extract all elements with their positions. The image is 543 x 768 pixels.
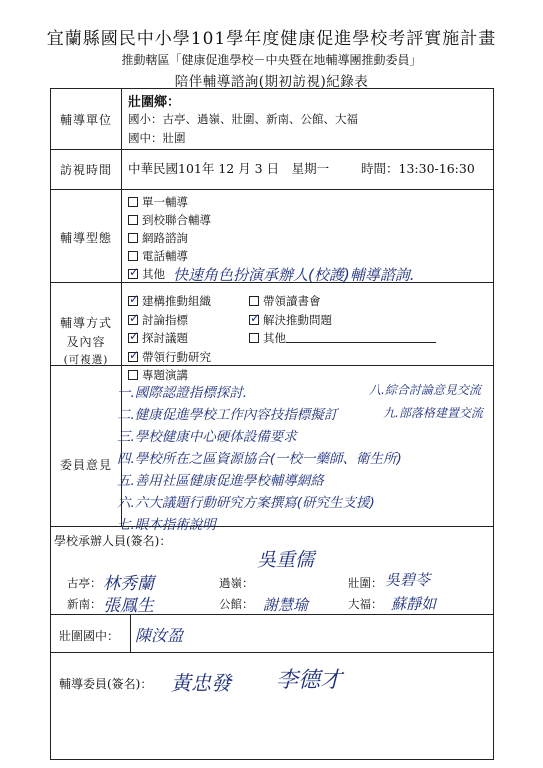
document-subtitle: 推動轄區「健康促進學校－中央暨在地輔導團推動委員」 [121, 53, 422, 67]
signature-xinnan: 張鳳生 [103, 596, 154, 616]
type-option [128, 248, 188, 264]
method-option [249, 330, 436, 346]
column-divider [130, 614, 131, 652]
method-option-label: 討論指標 [142, 312, 188, 327]
empty-checkbox[interactable] [249, 333, 259, 343]
signature-zhuangwei: 吳碧苓 [385, 571, 431, 589]
school-label-guting: 古亭： [67, 576, 102, 590]
signature-junior: 陳汝盈 [135, 626, 184, 645]
opinion-line: 四.學校所在之區資源協合(一校一藥師、衛生所) [117, 451, 402, 467]
checked-checkbox[interactable] [128, 352, 138, 362]
empty-checkbox[interactable] [128, 233, 138, 243]
method-label-2: 及內容 [66, 335, 106, 349]
signature-dafu: 蘇靜如 [391, 595, 437, 613]
school-label-xinnan: 新南： [67, 597, 102, 611]
type-option-label: 其他 [142, 267, 165, 281]
document-title: 宜蘭縣國民中小學101學年度健康促進學校考評實施計畫 [46, 29, 497, 49]
signature-guting: 林秀蘭 [103, 574, 154, 594]
signature-label: 學校承辦人員(簽名)： [54, 534, 172, 548]
method-label-3: (可複選) [63, 354, 109, 366]
opinion-label: 委員意見 [59, 458, 112, 472]
type-option [128, 194, 188, 210]
method-option-label: 解決推動問題 [263, 312, 332, 327]
junior-list: 國中：壯圍 [128, 131, 186, 145]
committee-signature: 黃忠發 [171, 671, 231, 695]
township-name: 壯圍鄉： [128, 95, 181, 110]
type-option-label: 單一輔導 [142, 195, 188, 209]
row-divider [51, 189, 493, 190]
row-divider [51, 652, 493, 653]
committee-signature: 李德才 [276, 668, 343, 693]
checked-checkbox[interactable] [128, 296, 138, 306]
checked-checkbox[interactable] [249, 315, 259, 325]
type-option-label: 到校聯合輔導 [142, 213, 211, 227]
visit-label: 訪視時間 [59, 163, 112, 177]
junior-sign-label: 壯圍國中： [59, 629, 120, 643]
school-label-zhuangwei: 壯圍： [348, 576, 383, 590]
method-option-label: 帶領讀書會 [263, 294, 321, 308]
checked-checkbox[interactable] [128, 269, 138, 279]
type-option [128, 230, 188, 246]
type-other-note: 快速角色扮演承辦人(校護)輔導諮詢. [173, 266, 415, 284]
committee-sign-label: 輔導委員(簽名)： [59, 677, 153, 691]
empty-checkbox[interactable] [128, 251, 138, 261]
empty-checkbox[interactable] [128, 215, 138, 225]
method-option [128, 293, 211, 309]
opinion-line: 六.六大議題行動研究方案撰寫(研究生支援) [117, 495, 375, 511]
school-label-guoling: 過嶺： [219, 576, 254, 590]
visit-time: 時間：13:30-16:30 [361, 161, 475, 176]
type-option-label: 電話輔導 [142, 249, 188, 263]
type-option [128, 212, 211, 228]
row-divider [51, 149, 493, 150]
method-option-label: 其他 [263, 331, 286, 345]
other-blank-line [286, 332, 436, 343]
method-option-label: 專題演講 [142, 368, 188, 382]
empty-checkbox[interactable] [249, 296, 259, 306]
school-label-dafu: 大福： [348, 597, 383, 611]
empty-checkbox[interactable] [128, 370, 138, 380]
type-option [128, 266, 165, 282]
method-label-1: 輔導方式 [59, 316, 112, 330]
opinion-side-note: 九.部落格建置交流 [383, 406, 483, 420]
form-title: 陪伴輔導諮詢(期初訪視)紀錄表 [174, 74, 369, 90]
elementary-list: 國小：古亭、過嶺、壯圍、新南、公館、大福 [128, 112, 358, 126]
method-option [249, 293, 321, 309]
method-option-label: 建構推動組織 [142, 294, 211, 308]
type-option-label: 網路諮詢 [142, 231, 188, 245]
method-option-label: 探討議題 [142, 331, 188, 345]
opinion-line: 二.健康促進學校工作內容技指標擬訂 [117, 407, 338, 423]
checked-checkbox[interactable] [128, 315, 138, 325]
signature-guoling: 吳重儒 [257, 549, 315, 571]
method-option [249, 312, 332, 328]
unit-label: 輔導單位 [59, 113, 112, 127]
method-option [128, 312, 188, 328]
empty-checkbox[interactable] [128, 197, 138, 207]
type-label: 輔導型態 [59, 231, 112, 245]
form-table [50, 88, 494, 760]
opinion-side-note: 八.綜合討論意見交流 [369, 383, 481, 397]
checked-checkbox[interactable] [128, 333, 138, 343]
opinion-line: 五.善用社區健康促進學校輔導網絡 [117, 473, 324, 489]
method-option [128, 330, 188, 346]
signature-gongguan: 謝慧瑜 [263, 596, 309, 614]
opinion-line: 一.國際認證指標探討. [117, 385, 248, 401]
method-option-label: 帶領行動研究 [142, 349, 211, 364]
opinion-line: 七.眼本指術說明 [117, 517, 216, 533]
opinion-line: 三.學校健康中心硬体設備要求 [117, 429, 297, 445]
visit-date: 中華民國101年 12 月 3 日 星期一 [128, 161, 330, 176]
method-option [128, 349, 211, 365]
school-label-gongguan: 公館： [219, 597, 254, 611]
